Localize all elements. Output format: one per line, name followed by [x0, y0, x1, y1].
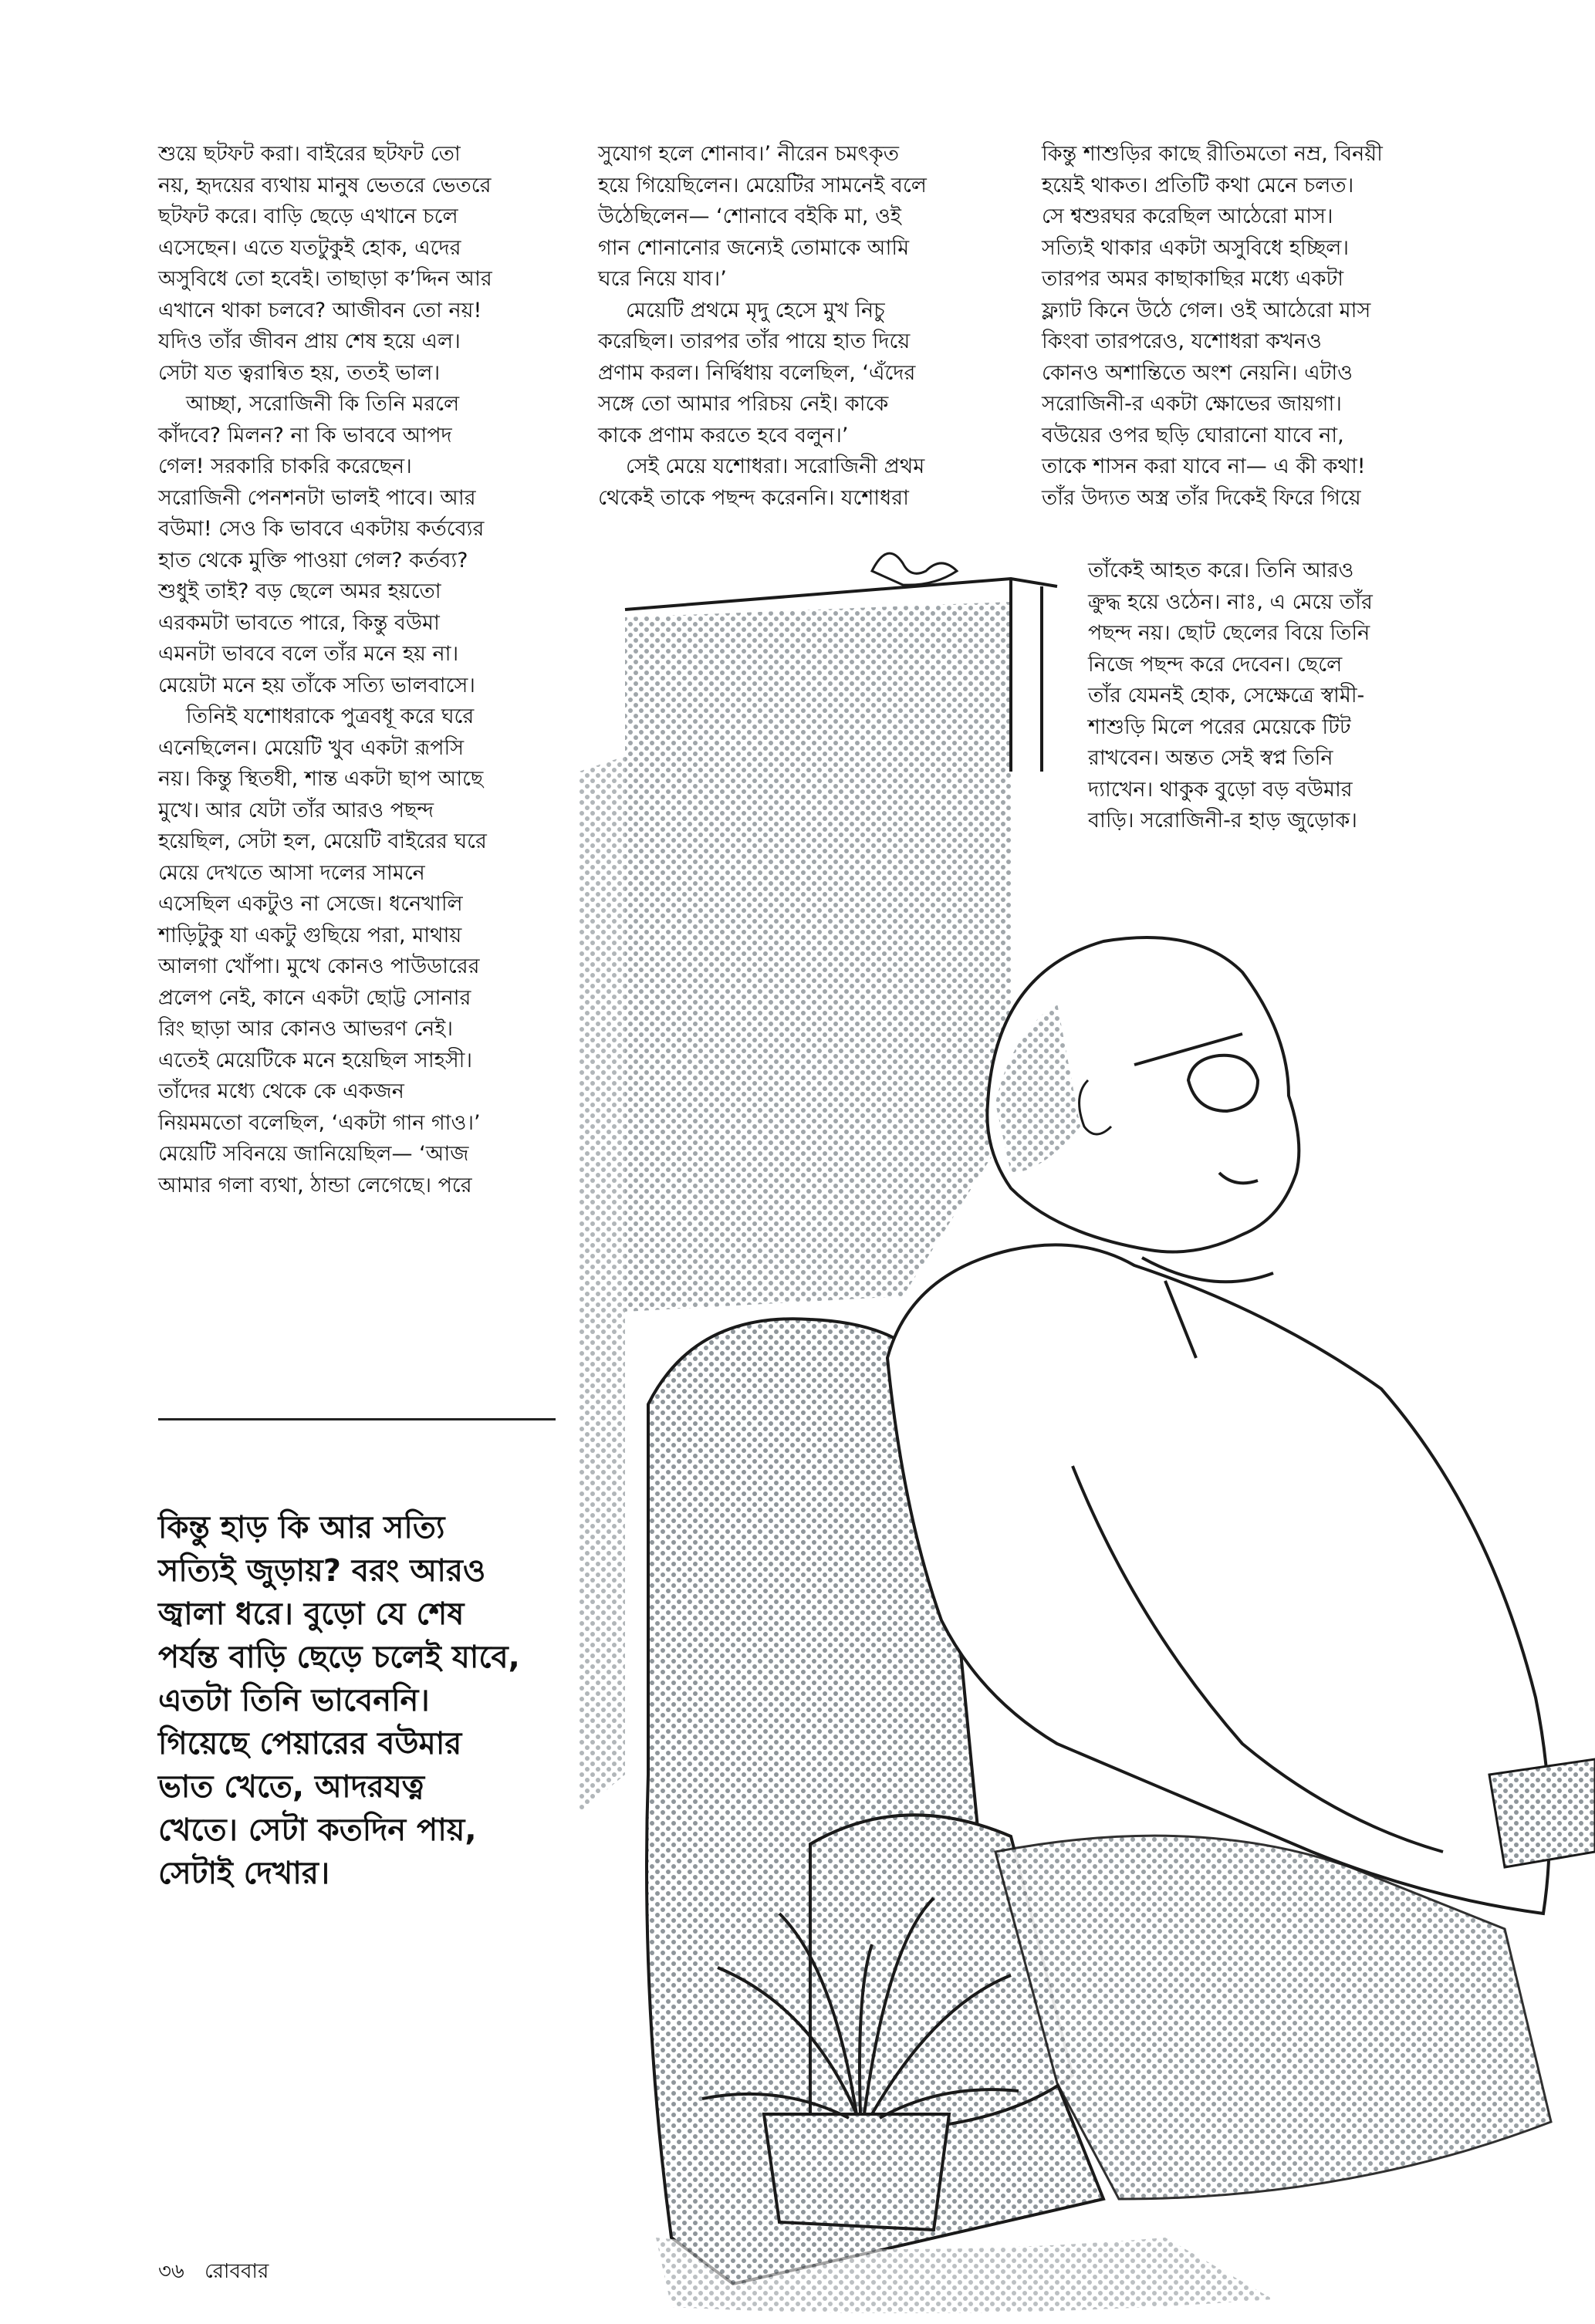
- text-line: দ্যাখেন। থাকুক বুড়ো বড় বউমার: [1088, 777, 1353, 802]
- text-line: বাড়ি। সরোজিনী-র হাড় জুড়োক।: [1088, 809, 1357, 833]
- text-line: কোনও অশান্তিতে অংশ নেয়নি। এটাও: [1042, 360, 1353, 385]
- text-line: উঠেছিলেন— ‘শোনাবে বইকি মা, ওই: [598, 204, 901, 228]
- text-line: সরোজিনী পেনশনটা ভালই পাবে। আর: [158, 485, 476, 510]
- text-line: অসুবিধে তো হবেই। তাছাড়া ক’দ্দিন আর: [158, 267, 492, 291]
- text-line: নয়। কিন্তু স্থিতধী, শান্ত একটা ছাপ আছে: [158, 767, 484, 791]
- text-line: সরোজিনী-র একটা ক্ষোভের জায়গা।: [1042, 392, 1342, 416]
- page-footer: [158, 2255, 282, 2289]
- article-column-3: [1042, 139, 1443, 514]
- text-line: তিনিই যশোধরাকে পুত্রবধূ করে ঘরে: [186, 704, 475, 728]
- text-line: পছন্দ নয়। ছোট ছেলের বিয়ে তিনি: [1088, 621, 1370, 645]
- text-line: সেই মেয়ে যশোধরা। সরোজিনী প্রথম: [626, 454, 925, 478]
- text-line: তাকে শাসন করা যাবে না— এ কী কথা!: [1042, 454, 1366, 478]
- text-line: করেছিল। তারপর তাঁর পায়ে হাত দিয়ে: [598, 329, 911, 353]
- text-line: সত্যিই থাকার একটা অসুবিধে হচ্ছিল।: [1042, 235, 1350, 260]
- text-line: এরকমটা ভাবতে পারে, কিন্তু বউমা: [158, 610, 440, 635]
- man-body: [887, 1245, 1549, 1914]
- text-line: কিংবা তারপরেও, যশোধরা কখনও: [1042, 329, 1322, 353]
- text-line: ঘরে নিয়ে যাব।’: [598, 267, 727, 291]
- pull-quote-line: সত্যিই জুড়ায়? বরং আরও: [158, 1553, 486, 1589]
- text-line: তাঁর উদ্যত অস্ত্র তাঁর দিকেই ফিরে গিয়ে: [1042, 485, 1361, 510]
- text-line: শুধুই তাই? বড় ছেলে অমর হয়তো: [158, 579, 441, 603]
- text-line: তাঁকেই আহত করে। তিনি আরও: [1088, 559, 1354, 583]
- text-line: আলগা খোঁপা। মুখে কোনও পাউডারের: [158, 954, 480, 978]
- text-line: গেল! সরকারি চাকরি করেছেন।: [158, 454, 412, 478]
- text-line: রিং ছাড়া আর কোনও আভরণ নেই।: [158, 1017, 453, 1041]
- article-column-2: [598, 139, 999, 514]
- text-line: থেকেই তাকে পছন্দ করেননি। যশোধরা: [598, 485, 909, 510]
- text-line: বউমা! সেও কি ভাববে একটায় কর্তব্যের: [158, 517, 485, 541]
- text-line: কিন্তু শাশুড়ির কাছে রীতিমতো নম্র, বিনয়ী: [1042, 142, 1383, 166]
- text-line: সুযোগ হলে শোনাব।’ নীরেন চমৎকৃত: [598, 142, 900, 166]
- text-line: আমার গলা ব্যথা, ঠান্ডা লেগেছে। পরে: [158, 1173, 472, 1197]
- text-line: এমনটা ভাববে বলে তাঁর মনে হয় না।: [158, 642, 459, 666]
- text-line: তারপর অমর কাছাকাছির মধ্যে একটা: [1042, 267, 1344, 291]
- text-line: গান শোনানোর জন্যেই তোমাকে আমি: [598, 235, 910, 260]
- wall-shadow: [579, 756, 625, 1813]
- text-line: ফ্ল্যাট কিনে উঠে গেল। ওই আঠেরো মাস: [1042, 298, 1371, 323]
- pull-quote: [158, 1506, 590, 1895]
- text-line: কাকে প্রণাম করতে হবে বলুন।’: [598, 423, 849, 448]
- wall-shadow: [625, 602, 1011, 1312]
- pull-quote-line: সেটাই দেখার।: [158, 1856, 330, 1891]
- text-line: প্রলেপ নেই, কানে একটা ছোট্ট সোনার: [158, 985, 471, 1010]
- text-line: ছটফট করে। বাড়ি ছেড়ে এখানে চলে: [158, 204, 458, 228]
- pull-quote-line: জ্বালা ধরে। বুড়ো যে শেষ: [158, 1596, 465, 1632]
- text-line: শাশুড়ি মিলে পরের মেয়েকে টিট: [1088, 714, 1351, 739]
- text-line: এতেই মেয়েটিকে মনে হয়েছিল সাহসী।: [158, 1048, 473, 1072]
- side-table: [1489, 1759, 1595, 1867]
- text-line: হয়েই থাকত। প্রতিটি কথা মেনে চলত।: [1042, 173, 1354, 198]
- text-line: তাঁর যেমনই হোক, সেক্ষেত্রে স্বামী-: [1088, 684, 1365, 708]
- text-line: সেটা যত ত্বরান্বিত হয়, ততই ভাল।: [158, 360, 441, 385]
- text-line: ক্রুদ্ধ হয়ে ওঠেন। নাঃ, এ মেয়ে তাঁর: [1088, 589, 1373, 614]
- magazine-name: রোববার: [204, 2260, 269, 2283]
- text-line: নয়, হৃদয়ের ব্যথায় মানুষ ভেতরে ভেতরে: [158, 173, 492, 198]
- pull-quote-line: খেতে। সেটা কতদিন পায়,: [158, 1812, 477, 1848]
- text-line: মেয়েটি সবিনয়ে জানিয়েছিল— ‘আজ: [158, 1142, 469, 1166]
- text-line: শাড়িটুকু যা একটু গুছিয়ে পরা, মাথায়: [158, 923, 462, 948]
- text-line: শুয়ে ছটফট করা। বাইরের ছটফট তো: [158, 142, 461, 166]
- bird-ornament: [872, 553, 957, 585]
- floor-shadow: [656, 2238, 1273, 2313]
- text-line: রাখবেন। অন্তত সেই স্বপ্ন তিনি: [1088, 746, 1333, 770]
- article-column-1: [158, 139, 559, 1201]
- text-line: এসেছেন। এতে যতটুকুই হোক, এদের: [158, 235, 461, 260]
- pull-quote-line: কিন্তু হাড় কি আর সত্যি: [158, 1510, 445, 1545]
- text-line: বউয়ের ওপর ছড়ি ঘোরানো যাবে না,: [1042, 423, 1344, 448]
- text-line: এসেছিল একটুও না সেজে। ধনেখালি: [158, 892, 463, 916]
- text-line: নিয়মমতো বলেছিল, ‘একটা গান গাও।’: [158, 1110, 481, 1135]
- text-line: মেয়েটি প্রথমে মৃদু হেসে মুখ নিচু: [626, 298, 885, 323]
- text-line: প্রণাম করল। নির্দ্বিধায় বলেছিল, ‘এঁদের: [598, 360, 916, 385]
- text-line: হয়েছিল, সেটা হল, মেয়েটি বাইরের ঘরে: [158, 829, 487, 853]
- text-line: তাঁদের মধ্যে থেকে কে একজন: [158, 1079, 404, 1103]
- text-line: সঙ্গে তো আমার পরিচয় নেই। কাকে: [598, 392, 889, 416]
- text-line: হাত থেকে মুক্তি পাওয়া গেল? কর্তব্য?: [158, 548, 468, 573]
- text-line: হয়ে গিয়েছিলেন। মেয়েটির সামনেই বলে: [598, 173, 927, 198]
- text-line: মেয়ে দেখতে আসা দলের সামনে: [158, 860, 425, 885]
- text-line: কাঁদবে? মিলন? না কি ভাববে আপদ: [158, 423, 452, 448]
- text-line: এখানে থাকা চলবে? আজীবন তো নয়!: [158, 298, 482, 323]
- pull-quote-line: এতটা তিনি ভাবেননি।: [158, 1683, 430, 1718]
- text-line: এনেছিলেন। মেয়েটি খুব একটা রূপসি: [158, 735, 465, 760]
- text-line: মেয়েটা মনে হয় তাঁকে সত্যি ভালবাসে।: [158, 673, 475, 698]
- section-divider: [158, 1418, 556, 1420]
- text-line: আচ্ছা, সরোজিনী কি তিনি মরলে: [186, 392, 460, 416]
- text-line: যদিও তাঁর জীবন প্রায় শেষ হয়ে এল।: [158, 329, 461, 353]
- text-line: সে শ্বশুরঘর করেছিল আঠেরো মাস।: [1042, 204, 1333, 228]
- pull-quote-line: পর্যন্ত বাড়ি ছেড়ে চলেই যাবে,: [158, 1640, 520, 1675]
- text-line: মুখে। আর যেটা তাঁর আরও পছন্দ: [158, 798, 434, 823]
- text-line: নিজে পছন্দ করে দেবেন। ছেলে: [1088, 652, 1343, 677]
- old-man-in-armchair-illustration: [579, 540, 1595, 2324]
- page-number: ৩৬: [158, 2260, 184, 2283]
- pull-quote-line: ভাত খেতে, আদরযত্ন: [158, 1769, 425, 1805]
- pull-quote-line: গিয়েছে পেয়ারের বউমার: [158, 1726, 462, 1762]
